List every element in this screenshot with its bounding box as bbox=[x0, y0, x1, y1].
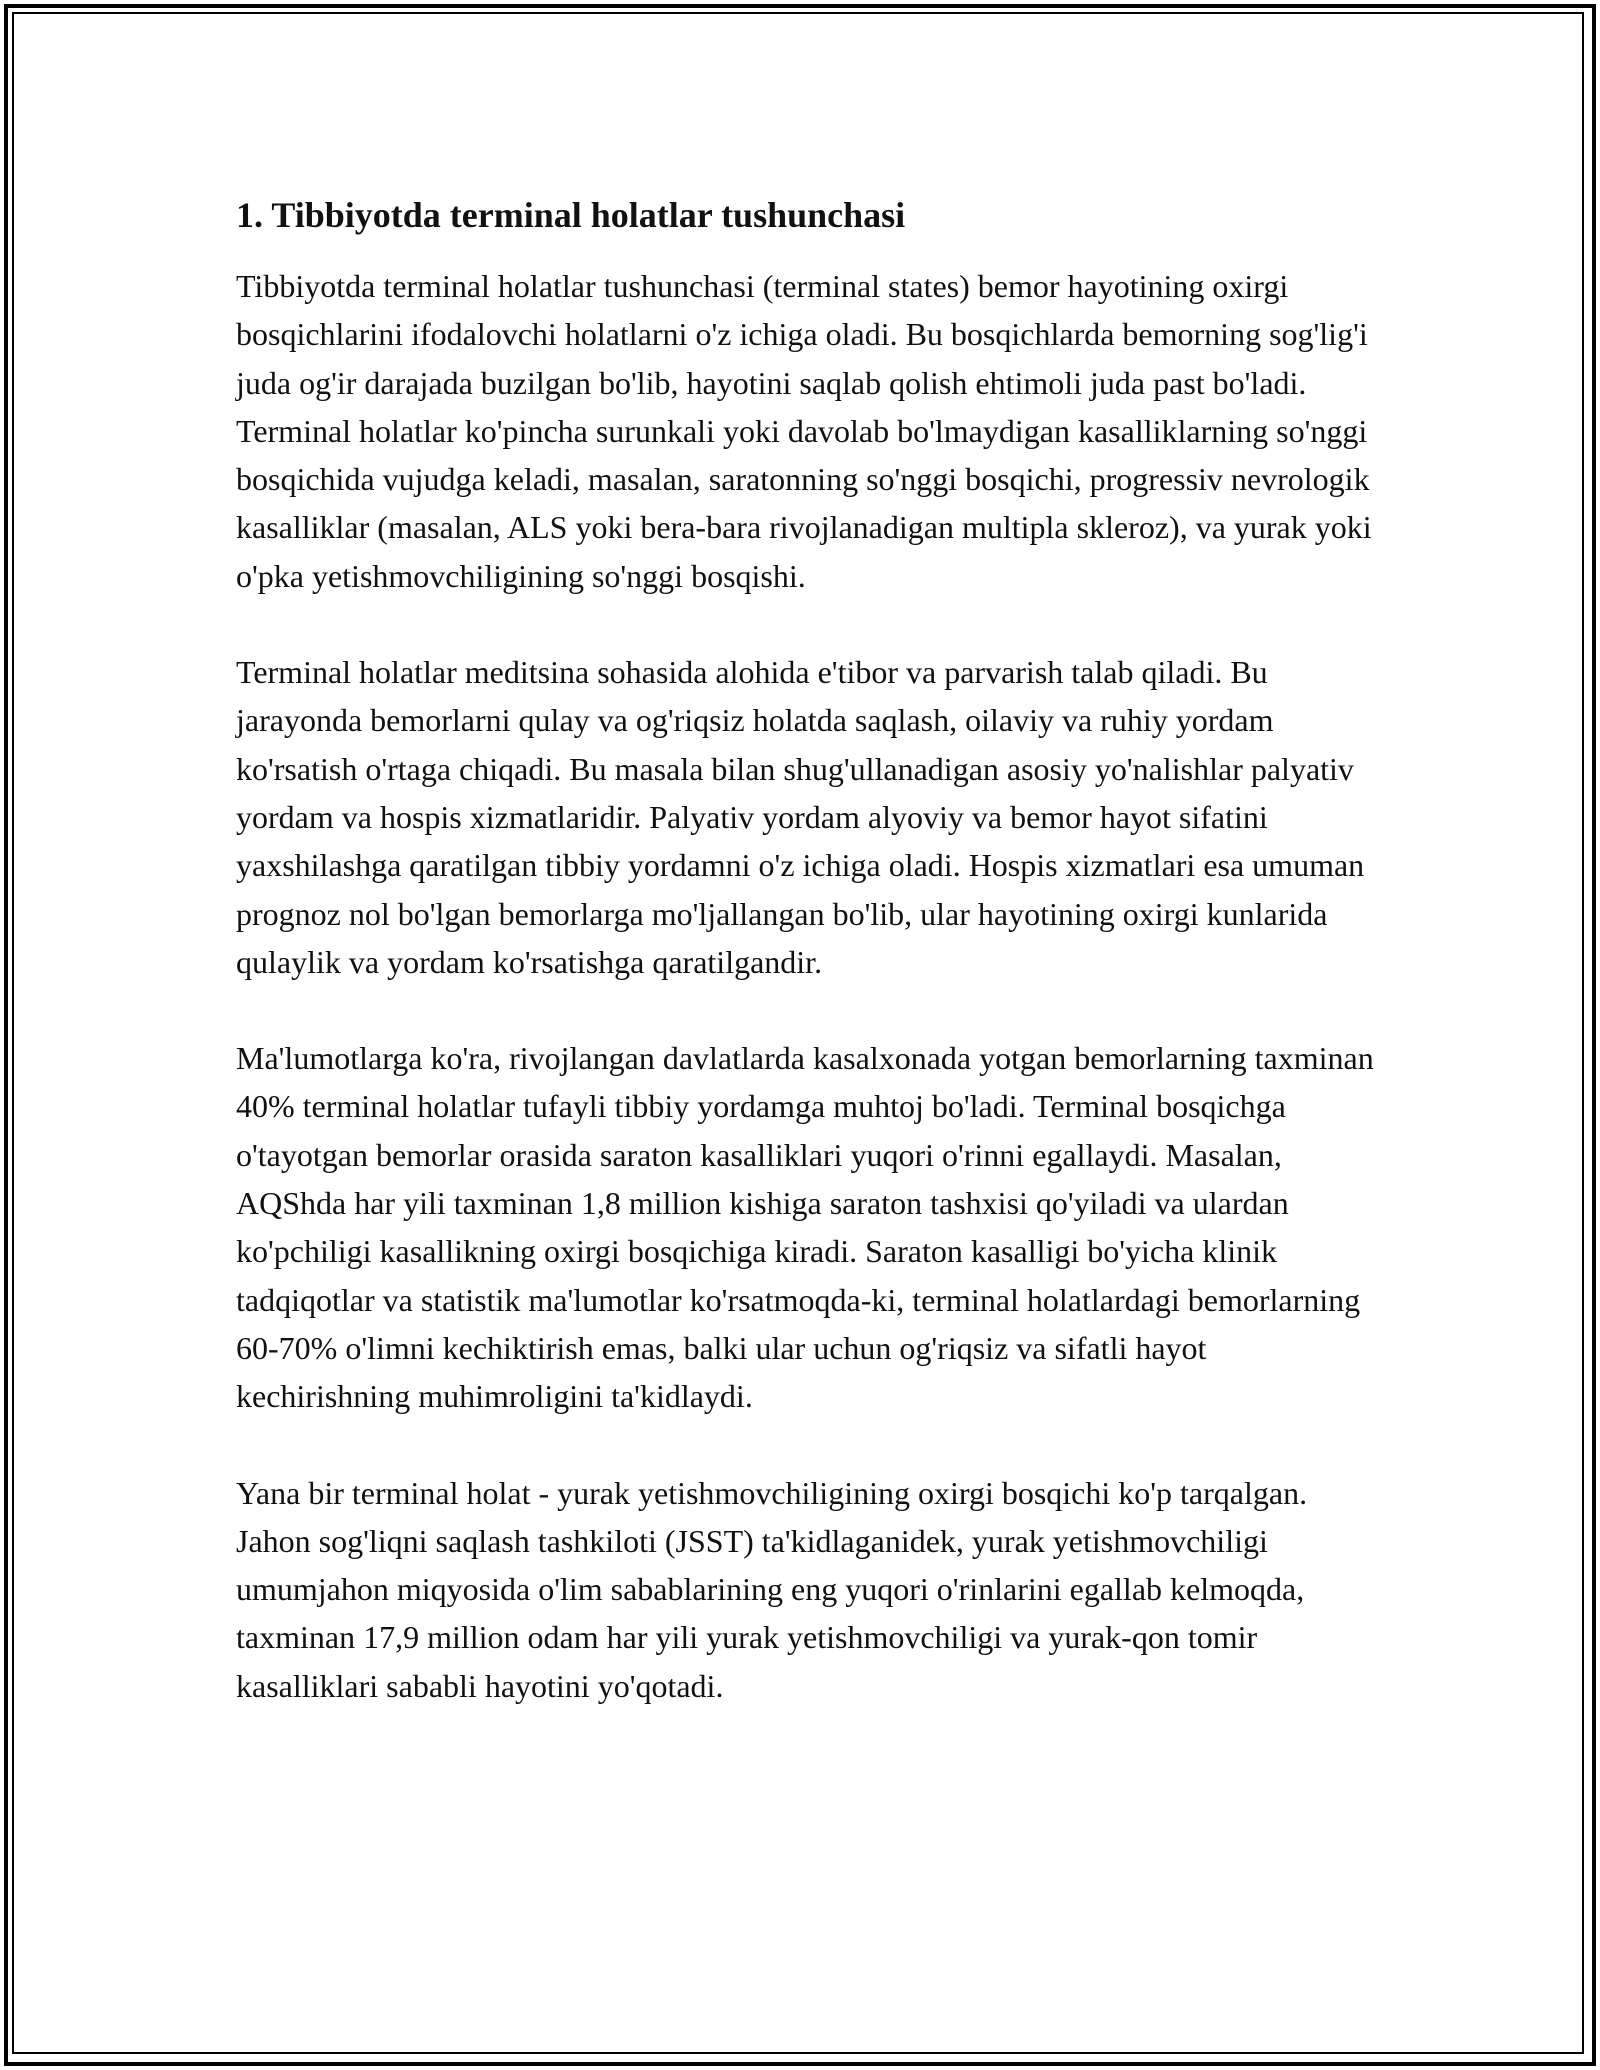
paragraph-heart-failure: Yana bir terminal holat - yurak yetishmovchiligining oxirgi bosqichi ko'p tarqalgan. Jahon sog'liqni saqlash tashkiloti (JSST) ta'kidlaganidek, yurak yetishmovchiligi umumjahon miqyosida o'lim sabablarining eng yuqori o'rinlarini egallab kelmoqda, taxminan 17,9 million odam har yili yurak yetishmovchiligi va yurak-qon tomir kasalliklari sababli hayotini yo'qotadi. bbox=[236, 1474, 1308, 1704]
paragraph-statistics: Ma'lumotlarga ko'ra, rivojlangan davlatlarda kasalxonada yotgan bemorlarning taxminan 40% terminal holatlar tufayli tibbiy yordamga muhtoj bo'ladi. Terminal bosqichga o'tayotgan bemorlar orasida saraton kasalliklari yuqori o'rinni egallaydi. Masalan, AQShda har yili taxminan 1,8 million kishiga saraton tashxisi qo'yiladi va ulardan ko'pchiligi kasallikning oxirgi bosqichiga kiradi. Saraton kasalligi bo'yicha klinik tadqiqotlar va statistik ma'lumotlar ko'rsatmoqda-ki, terminal holatlardagi bemorlarning 60-70% o'limni kechiktirish emas, balki ular uchun og'riqsiz va sifatli hayot kechirishning muhimroligini ta'kidlaydi. bbox=[236, 1040, 1374, 1415]
document-body bbox=[236, 186, 1386, 1710]
paragraph-terminal-states-definition: Tibbiyotda terminal holatlar tushunchasi (terminal states) bemor hayotining oxirgi bosqichlarini ifodalovchi holatlarni o'z ichiga oladi. Bu bosqichlarda bemorning sog'lig'i juda og'ir darajada buzilgan bo'lib, hayotini saqlab qolish ehtimoli juda past bo'ladi. Terminal holatlar ko'pincha surunkali yoki davolab bo'lmaydigan kasalliklarning so'nggi bosqichida vujudga keladi, masalan, saratonning so'nggi bosqichi, progressiv nevrologik kasalliklar (masalan, ALS yoki bera-bara rivojlanadigan multipla skleroz), va yurak yoki o'pka yetishmovchiligining so'nggi bosqishi. bbox=[236, 268, 1372, 594]
section-heading: 1. Tibbiyotda terminal holatlar tushunchasi bbox=[236, 195, 906, 235]
paragraph-palliative-care: Terminal holatlar meditsina sohasida alohida e'tibor va parvarish talab qiladi. Bu jarayonda bemorlarni qulay va og'riqsiz holatda saqlash, oilaviy va ruhiy yordam ko'rsatish o'rtaga chiqadi. Bu masala bilan shug'ullanadigan asosiy yo'nalishlar palyativ yordam va hospis xizmatlaridir. Palyativ yordam alyoviy va bemor hayot sifatini yaxshilashga qaratilgan tibbiy yordamni o'z ichiga oladi. Hospis xizmatlari esa umuman prognoz nol bo'lgan bemorlarga mo'ljallangan bo'lib, ular hayotining oxirgi kunlarida qulaylik va yordam ko'rsatishga qaratilgandir. bbox=[236, 654, 1365, 980]
